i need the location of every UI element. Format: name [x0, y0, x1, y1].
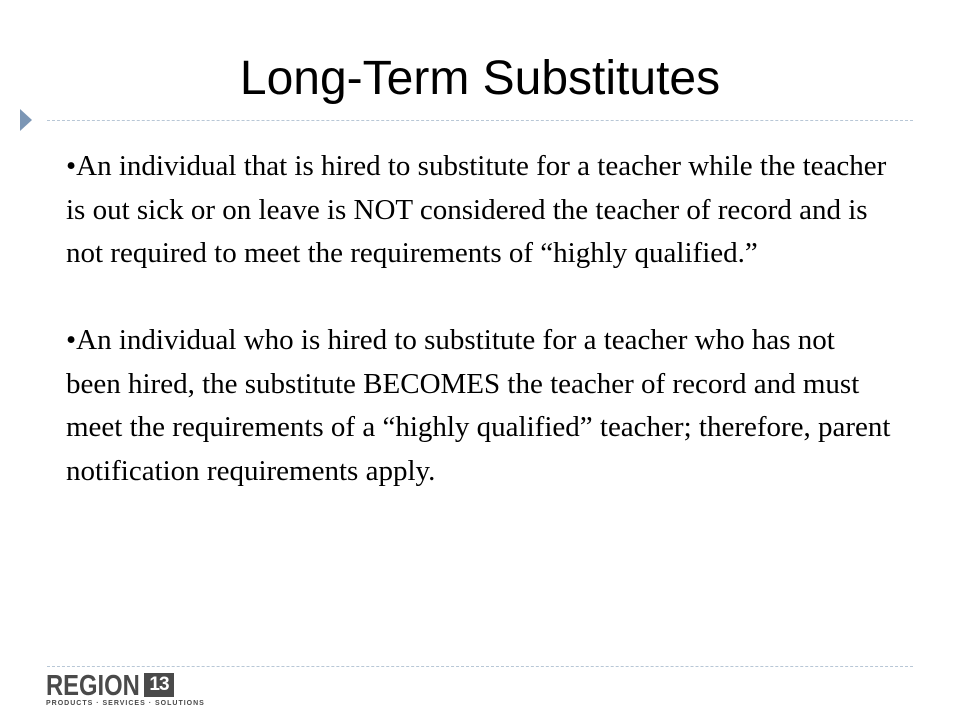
- arrow-right-icon: [20, 109, 32, 131]
- bottom-divider: [47, 666, 913, 667]
- bullet-marker: •: [66, 150, 77, 182]
- paragraph-text: An individual who is hired to substitute for a teacher who has not been hired, the substitute BECOMES the teacher of record and must meet the requirements of a “highly qualified” teacher; therefore, parent notification requirements apply.: [66, 324, 891, 487]
- paragraph-text: An individual that is hired to substitute for a teacher while the teacher is out sick or on leave is NOT considered the teacher of record and is not required to meet the requirements of “highly qualified.”: [66, 150, 887, 269]
- logo-number: 13: [144, 673, 174, 697]
- region-13-logo: [46, 670, 205, 710]
- bullet-paragraph-1: [66, 145, 896, 276]
- bullet-paragraph-2: [66, 319, 896, 493]
- slide-title: Long-Term Substitutes: [239, 52, 721, 105]
- slide-body: [66, 145, 896, 493]
- top-divider: [47, 120, 913, 121]
- logo-tagline: PRODUCTS · SERVICES · SOLUTIONS: [46, 700, 205, 707]
- logo-word: REGION: [46, 670, 140, 702]
- bullet-marker: •: [66, 324, 77, 356]
